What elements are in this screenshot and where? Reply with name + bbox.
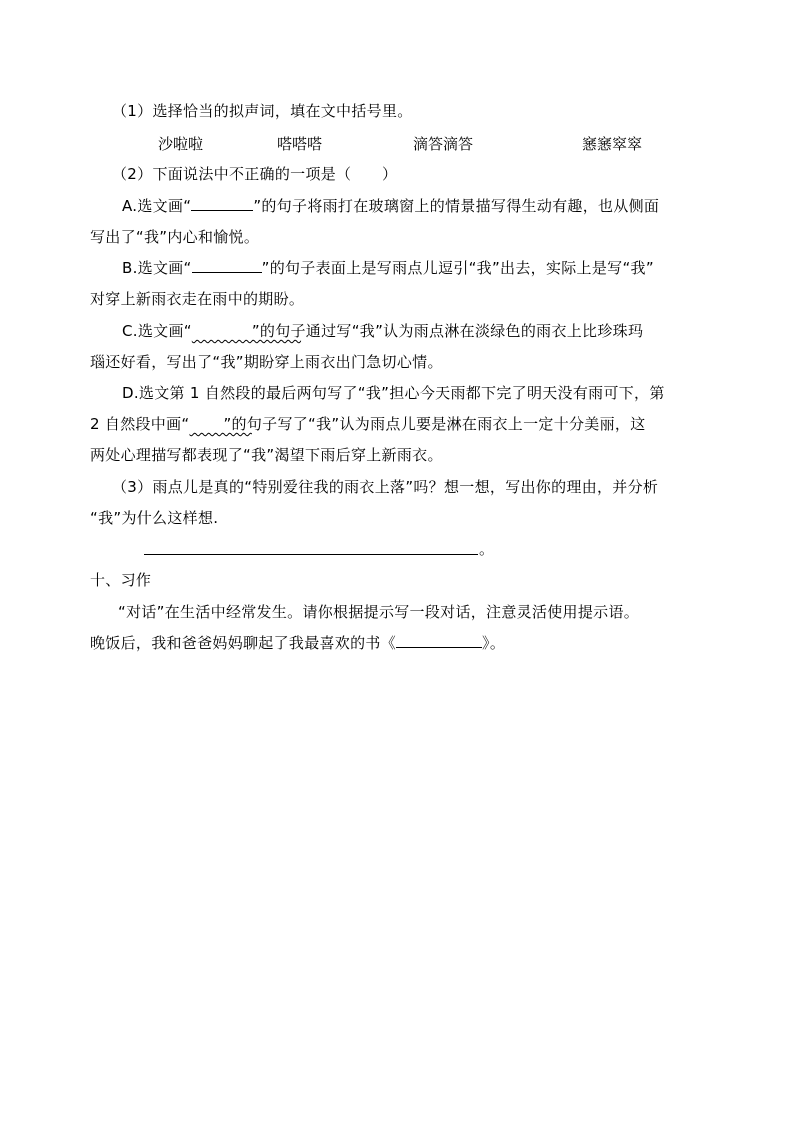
option-a-underline-blank	[191, 196, 253, 211]
option-c-post: ”的句子通过写“我”认为雨点淋在淡绿色的雨衣上比珍珠玛	[251, 322, 644, 340]
answer-end-mark: 。	[479, 540, 495, 558]
section-10-title: 十、习作	[90, 571, 152, 589]
option-a-line-1	[122, 195, 659, 217]
onomatopoeia-option-2: 嗒嗒嗒	[277, 135, 323, 153]
option-b-post: ”的句子表面上是写雨点儿逗引“我”出去，实际上是写“我”	[261, 259, 654, 277]
option-a-post: ”的句子将雨打在玻璃窗上的情景描写得生动有趣，也从侧面	[253, 197, 660, 215]
section-10-prompt	[90, 632, 505, 654]
answer-write-line[interactable]	[144, 554, 478, 555]
onomatopoeia-option-3: 滴答滴答	[413, 135, 474, 153]
question-3-line-2: “我”为什么这样想.	[90, 509, 219, 527]
option-d-pre: 2 自然段中画“	[90, 415, 190, 433]
option-c-line-1	[122, 320, 643, 342]
section-10-prompt-pre: 晚饭后，我和爸爸妈妈聊起了我最喜欢的书《	[90, 634, 397, 652]
option-d-line-1: D.选文第 1 自然段的最后两句写了“我”担心今天雨都下完了明天没有雨可下，第	[122, 384, 665, 402]
option-a-pre: A.选文画“	[122, 197, 192, 215]
option-b-underline-blank	[192, 258, 262, 273]
question-1-text: （1）选择恰当的拟声词，填在文中括号里。	[112, 102, 413, 120]
option-d-wavy-blank	[189, 413, 223, 427]
onomatopoeia-option-1: 沙啦啦	[158, 135, 204, 153]
option-d-post: ”的句子写了“我”认为雨点儿要是淋在雨衣上一定十分美丽，这	[223, 415, 646, 433]
option-d-line-3: 两处心理描写都表现了“我”渴望下雨后穿上新雨衣。	[90, 446, 443, 464]
option-c-line-2: 瑙还好看，写出了“我”期盼穿上雨衣出门急切心情。	[90, 353, 443, 371]
onomatopoeia-option-4: 窸窸窣窣	[582, 135, 643, 153]
option-a-line-2: 写出了“我”内心和愉悦。	[90, 228, 260, 246]
option-b-pre: B.选文画“	[122, 259, 192, 277]
question-3-line-1: （3）雨点儿是真的“特别爱往我的雨衣上落”吗？想一想，写出你的理由，并分析	[112, 478, 659, 496]
option-d-line-2	[90, 413, 646, 435]
option-b-line-2: 对穿上新雨衣走在雨中的期盼。	[90, 290, 305, 308]
option-b-line-1	[122, 257, 654, 279]
option-c-wavy-blank	[192, 320, 252, 334]
option-c-pre: C.选文画“	[122, 322, 192, 340]
section-10-prompt-post: 》。	[482, 634, 506, 652]
question-2-prompt: （2）下面说法中不正确的一项是（ ）	[112, 165, 398, 183]
section-10-instruction: “对话”在生活中经常发生。请你根据提示写一段对话，注意灵活使用提示语。	[118, 603, 640, 621]
book-title-blank[interactable]	[396, 633, 482, 648]
